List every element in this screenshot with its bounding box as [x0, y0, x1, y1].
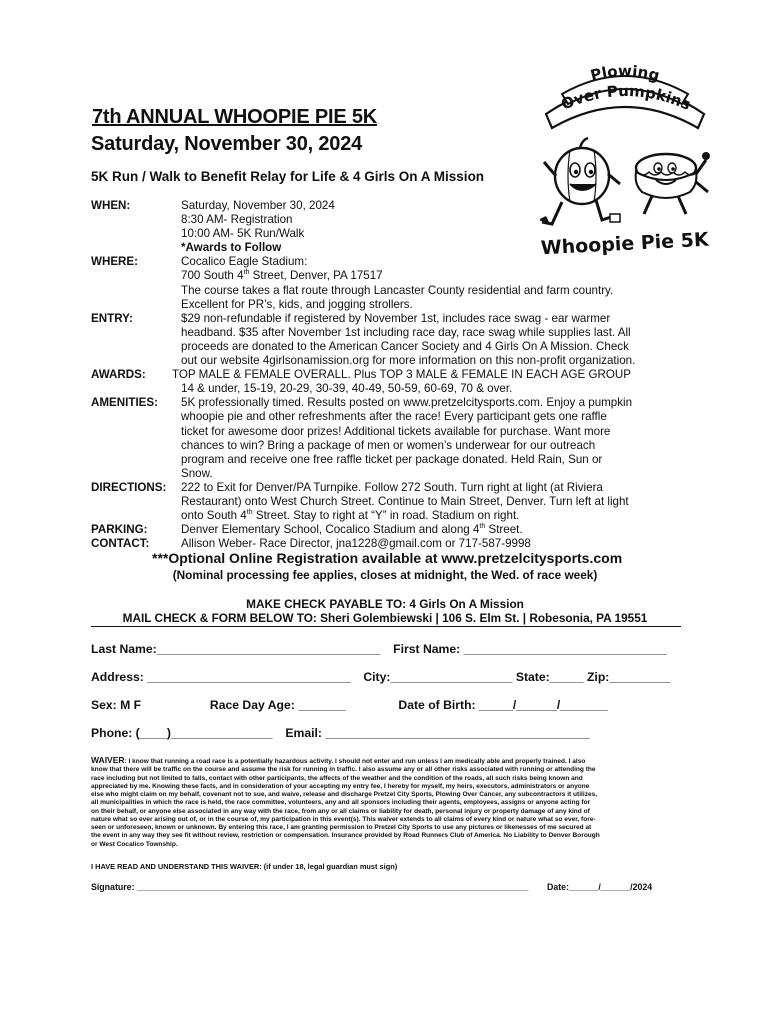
contact-row — [91, 726, 590, 740]
waiver-text: WAIVER: I know that running a road race is a potentially hazardous activity. I should not enter and run unless I am medically able and properly trained. I also know that there will be traffic on the course and assume the risk for running in traffic. I also assume any or all other risks associated with running or attending the race including but not limited to falls, contact with other participants, the affects of the weather and the condition of the roads, all such risks being known and appreciated by me. Knowing these facts, and in consideration of your accepting my entry fee, I hereby for myself, my heirs, executors, administrators or anyone else who might claim on my behalf, covenant not to sue, and waive, release and discharge Pretzel City Sports, Plowing Over Cancer, any subcontractors it utilizes, all municipalities in which the race is held, the race committee, volunteers, any and all sponsors including their agents, employees, assigns or anyone acting for on their behalf, or anyone else associated in any way with the race, from any or all claims or liability for death, personal injury or property damage of any kind of nature what so ever arising out of, or in the course of, my participation in this event(s). This waiver extends to all claims of every kind or nature what so ever, fore- seen or unforeseen, known or unknown. By entering this race, I am granting permission to Pretzel City Sports to use any pictures or likenesses of me secured at the event in any way they see fit without review, restriction or compensation. Insurance provided by Road Runners Club of America. No Liability to Denver Borough or West Cocalico Township. — [91, 756, 683, 849]
logo-text-over-pumpkins: Over Pumpkins — [558, 81, 694, 114]
contact-label: CONTACT: — [91, 537, 150, 551]
processing-fee-note: (Nominal processing fee applies, closes at midnight, the Wed. of race week) — [172, 568, 598, 582]
online-registration-note: ***Optional Online Registration available at www.pretzelcitysports.com — [152, 550, 623, 566]
event-subtitle: 5K Run / Walk to Benefit Relay for Life & 4 Girls On A Mission — [91, 169, 485, 184]
address-row — [91, 670, 670, 684]
city-field[interactable]: City:__________________ — [363, 670, 513, 684]
amenities-section — [91, 396, 686, 481]
parking-text: Denver Elementary School, Cocalico Stadium and along 4th Street. — [181, 523, 523, 537]
event-date: Saturday, November 30, 2024 — [91, 133, 363, 155]
entry-line: headband. $35 after November 1st including race day, race swag while supplies last. All — [181, 325, 631, 339]
signature-field[interactable]: Signature: ________________________________________________________________________________ — [91, 882, 529, 892]
waiver-line: else who might claim on my behalf, covenant not to sue, and waive, release and discharge Pretzel City Sports, Plowing Over Cancer, any subcontractors it utilizes, — [91, 791, 598, 798]
awards-line: TOP MALE & FEMALE OVERALL. Plus TOP 3 MALE & FEMALE IN EACH AGE GROUP — [172, 368, 631, 382]
amenities-line: program and receive one free raffle ticket per package donated. Held Rain, Sun or — [181, 452, 603, 466]
last-name-field[interactable]: Last Name:_________________________________ — [91, 642, 381, 656]
when-line: 8:30 AM- Registration — [181, 213, 293, 227]
waiver-line: appreciated by me. Knowing these facts, and in consideration of your accepting my entry fee, I hereby for myself, my heirs, executors, administrators or anyone — [91, 782, 590, 790]
where-line: The course takes a flat route through Lancaster County residential and farm country. — [181, 283, 614, 297]
event-details — [91, 199, 686, 551]
waiver-line: on their behalf, or anyone else associated in any way with the race, from any or all claims or liability for death, personal injury or property damage of any kind of — [91, 807, 590, 815]
entry-line: out our website 4girlsonamission.org for more information on this non-profit organization. — [181, 354, 636, 368]
entry-section — [91, 312, 686, 368]
divider — [91, 626, 681, 627]
where-label: WHERE: — [91, 255, 139, 269]
amenities-line: ticket for awesome door prizes! Additional tickets available for purchase. Want more — [181, 424, 611, 438]
race-day-age-field[interactable]: Race Day Age: _______ — [209, 698, 346, 712]
address-field[interactable]: Address: ______________________________ — [91, 670, 351, 684]
where-address: 700 South 4th Street, Denver, PA 17517 — [181, 269, 383, 283]
mail-check-address: MAIL CHECK & FORM BELOW TO: Sheri Golembiewski | 106 S. Elm St. | Robesonia, PA 19551 — [122, 611, 648, 625]
when-line: 10:00 AM- 5K Run/Walk — [181, 227, 305, 241]
when-line: Saturday, November 30, 2024 — [181, 199, 335, 212]
demographics-row — [91, 698, 608, 712]
directions-line: 222 to Exit for Denver/PA Turnpike. Follow 272 South. Turn right at light (at Riviera — [181, 480, 603, 494]
amenities-line: chances to win? Bring a package of men or women’s underwear for our outreach — [181, 438, 596, 452]
phone-field[interactable]: Phone: (____)_______________ — [91, 726, 273, 740]
sex-field[interactable]: Sex: M F — [91, 698, 142, 712]
make-check-payable: MAKE CHECK PAYABLE TO: 4 Girls On A Mission — [246, 597, 524, 611]
waiver-line: race including but not limited to falls, contact with other participants, the affects of the weather and the condition of the roads, all such risks being known and — [91, 774, 583, 782]
date-of-birth-field[interactable]: Date of Birth: _____/______/_______ — [398, 698, 608, 712]
waiver-line: all municipalities in which the race is held, the race committee, volunteers, any and all sponsors including their agents, employees, assigns or anyone acting for — [91, 799, 591, 807]
where-line: Excellent for PR’s, kids, and jogging strollers. — [181, 297, 413, 311]
directions-line: onto South 4th Street. Stay to right at “Y” in road. Stadium on right. — [181, 509, 520, 523]
waiver-line: nature what so ever arising out of, or in the course of, my participation in this event(s). This waiver extends to all claims of every kind or nature what so ever, fore- — [91, 815, 596, 823]
email-field[interactable]: Email: _______________________________________ — [285, 726, 590, 740]
parking-label: PARKING: — [91, 523, 148, 537]
logo-text-whoopie-pie-5k: Whoopie Pie 5K — [540, 228, 710, 260]
awards-section — [91, 368, 686, 396]
when-label: WHEN: — [91, 199, 131, 212]
awards-line: 14 & under, 15-19, 20-29, 30-39, 40-49, 50-59, 60-69, 70 & over. — [181, 382, 513, 396]
first-name-field[interactable]: First Name: ______________________________ — [393, 642, 667, 656]
name-row — [91, 642, 667, 656]
waiver-acknowledgement: I HAVE READ AND UNDERSTAND THIS WAIVER: (if under 18, legal guardian must sign) — [91, 862, 398, 871]
directions-line: Restaurant) onto West Church Street. Continue to Main Street, Denver. Turn left at light — [181, 494, 629, 508]
entry-label: ENTRY: — [91, 311, 133, 325]
where-line: Cocalico Eagle Stadium: — [181, 255, 308, 269]
awards-label: AWARDS: — [91, 368, 146, 382]
amenities-line: whoopie pie and other refreshments after the race! Every participant gets one raffle — [181, 410, 607, 424]
when-section — [91, 199, 686, 255]
event-title: 7th ANNUAL WHOOPIE PIE 5K — [92, 106, 378, 128]
waiver-line: seen or unforeseen, known or unknown. By entering this race, I am granting permission to Pretzel City Sports to use any pictures or likenesses of me secured at — [91, 824, 592, 831]
waiver-heading: WAIVER — [91, 755, 125, 765]
amenities-line: 5K professionally timed. Results posted on www.pretzelcitysports.com. Enjoy a pumpkin — [181, 396, 633, 410]
awards-to-follow: *Awards to Follow — [181, 241, 282, 255]
waiver-line: or West Cocalico Township. — [91, 840, 178, 848]
contact-text: Allison Weber- Race Director, jna1228@gmail.com or 717-587-9998 — [181, 537, 531, 551]
zip-field[interactable]: Zip:_________ — [586, 670, 671, 684]
parking-section — [91, 523, 686, 537]
where-section — [91, 255, 686, 311]
logo-text-plowing: Plowing — [588, 64, 662, 85]
amenities-line: Snow. — [181, 466, 213, 480]
waiver-line: know that there will be traffic on the course and assume the risk for running in traffic. I also assume any or all other risks associated with running or attending the — [91, 766, 596, 774]
signature-date-field[interactable]: Date:______/______/2024 — [547, 882, 653, 892]
directions-section — [91, 481, 686, 523]
amenities-label: AMENITIES: — [91, 396, 158, 410]
waiver-line: the event in any way they see fit without review, restriction or compensation. Insurance provided by Road Runners Club of America. No Liability to Denver Borough — [91, 832, 600, 840]
entry-line: proceeds are donated to the American Cancer Society and 4 Girls On A Mission. Check — [181, 339, 629, 353]
state-field[interactable]: State:_____ — [515, 670, 584, 684]
directions-label: DIRECTIONS: — [91, 480, 167, 494]
entry-line: $29 non-refundable if registered by November 1st, includes race swag - ear warmer — [181, 311, 611, 325]
